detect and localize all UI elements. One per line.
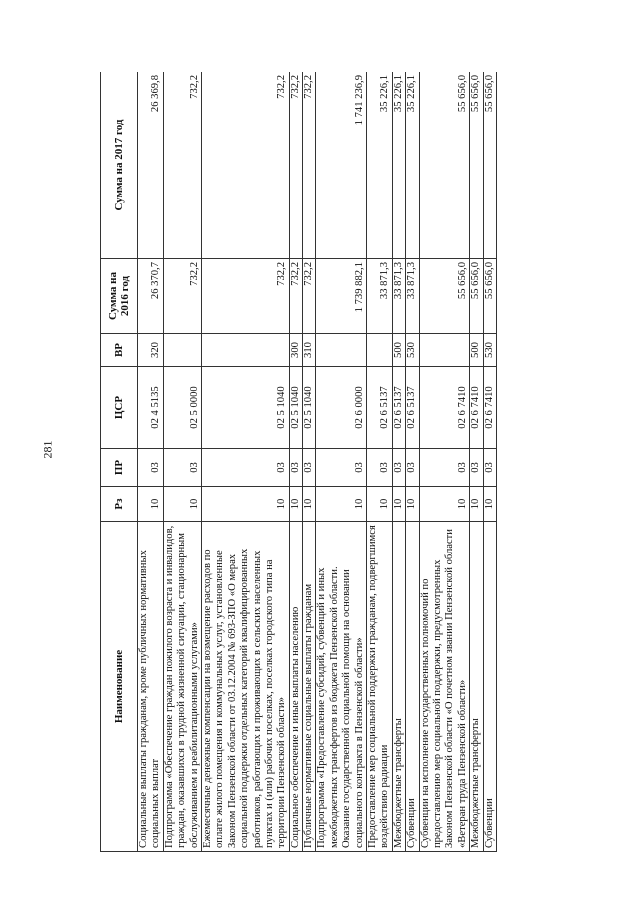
row-csr: 02 5 1040: [201, 367, 289, 449]
row-sum-2017: 732,2: [289, 72, 302, 259]
row-pr: 03: [367, 449, 393, 487]
row-sum-2016: 732,2: [303, 259, 316, 334]
header-csr: ЦСР: [101, 367, 138, 449]
row-rz: 10: [303, 487, 316, 522]
header-name: Наименование: [101, 522, 138, 852]
rotated-table-container: [100, 72, 546, 852]
row-sum-2016: 732,2: [289, 259, 302, 334]
table-row: [392, 72, 405, 852]
row-rz: 10: [138, 487, 164, 522]
row-name: Субвенции на исполнение государственных полномочий по предоставлению мер социальной поддержки, предусмотренных Законом Пензенской области «О почетном звании Пензенской области «Ветеран труда Пензенской области»: [419, 522, 470, 852]
row-rz: 10: [470, 487, 483, 522]
row-csr: 02 6 5137: [392, 367, 405, 449]
row-name: Социальные выплаты гражданам, кроме публичных нормативных социальных выплат: [138, 522, 164, 852]
row-sum-2017: 55 656,0: [483, 72, 496, 259]
row-sum-2017: 1 741 236,9: [316, 72, 367, 259]
row-sum-2017: 55 656,0: [470, 72, 483, 259]
row-csr: 02 5 0000: [163, 367, 201, 449]
row-vr: 530: [483, 334, 496, 367]
row-sum-2016: 55 656,0: [483, 259, 496, 334]
table-row: [303, 72, 316, 852]
row-name: Публичные нормативные социальные выплаты гражданам: [303, 522, 316, 852]
row-pr: 03: [303, 449, 316, 487]
row-sum-2016: 55 656,0: [470, 259, 483, 334]
row-name: Субвенции: [406, 522, 419, 852]
row-rz: 10: [201, 487, 289, 522]
row-rz: 10: [392, 487, 405, 522]
row-sum-2016: 33 871,3: [392, 259, 405, 334]
row-csr: 02 6 5137: [406, 367, 419, 449]
row-sum-2016: 732,2: [163, 259, 201, 334]
row-pr: 03: [419, 449, 470, 487]
row-sum-2016: 1 739 882,1: [316, 259, 367, 334]
row-rz: 10: [163, 487, 201, 522]
table-row: [201, 72, 289, 852]
row-rz: 10: [289, 487, 302, 522]
row-name: Предоставление мер социальной поддержки гражданам, подвергшимся воздействию радиации: [367, 522, 393, 852]
row-sum-2016: 732,2: [201, 259, 289, 334]
row-csr: 02 4 5135: [138, 367, 164, 449]
row-pr: 03: [201, 449, 289, 487]
row-vr: 310: [303, 334, 316, 367]
row-vr: [316, 334, 367, 367]
row-sum-2017: 35 226,1: [392, 72, 405, 259]
row-csr: 02 6 7410: [483, 367, 496, 449]
row-csr: 02 6 7410: [470, 367, 483, 449]
row-sum-2017: 732,2: [303, 72, 316, 259]
header-pr: ПР: [101, 449, 138, 487]
row-sum-2017: 732,2: [163, 72, 201, 259]
row-csr: 02 6 0000: [316, 367, 367, 449]
header-sum-2017: Сумма на 2017 год: [101, 72, 138, 259]
header-sum-2016: Сумма на 2016 год: [101, 259, 138, 334]
row-vr: 530: [406, 334, 419, 367]
row-name: Социальное обеспечение и иные выплаты населению: [289, 522, 302, 852]
row-vr: [163, 334, 201, 367]
row-pr: 03: [392, 449, 405, 487]
row-rz: 10: [419, 487, 470, 522]
table-header-row: [101, 72, 138, 852]
row-pr: 03: [406, 449, 419, 487]
row-vr: 320: [138, 334, 164, 367]
row-rz: 10: [316, 487, 367, 522]
table-row: [406, 72, 419, 852]
row-sum-2016: 33 871,3: [406, 259, 419, 334]
row-sum-2017: 26 369,8: [138, 72, 164, 259]
row-sum-2016: 26 370,7: [138, 259, 164, 334]
budget-table: [100, 72, 497, 852]
table-row: [367, 72, 393, 852]
row-sum-2016: 55 656,0: [419, 259, 470, 334]
row-vr: [367, 334, 393, 367]
table-row: [419, 72, 470, 852]
row-vr: [419, 334, 470, 367]
table-row: [163, 72, 201, 852]
header-vr: ВР: [101, 334, 138, 367]
row-pr: 03: [316, 449, 367, 487]
row-name: Подпрограмма «Обеспечение граждан пожилого возраста и инвалидов, граждан, оказавшихся в трудной жизненной ситуации, стационарным обслуживанием и реабилитационными услугами»: [163, 522, 201, 852]
header-rz: Рз: [101, 487, 138, 522]
row-rz: 10: [483, 487, 496, 522]
row-rz: 10: [367, 487, 393, 522]
row-pr: 03: [289, 449, 302, 487]
table-row: [316, 72, 367, 852]
row-pr: 03: [163, 449, 201, 487]
row-pr: 03: [483, 449, 496, 487]
row-name: Межбюджетные трансферты: [470, 522, 483, 852]
row-pr: 03: [470, 449, 483, 487]
row-vr: 500: [392, 334, 405, 367]
row-sum-2016: 33 871,3: [367, 259, 393, 334]
row-sum-2017: 55 656,0: [419, 72, 470, 259]
row-name: Подпрограмма «Предоставление субсидий, субвенций и иных межбюджетных трансфертов из бюджета Пензенской области. Оказание государственной социальной помощи на основании социального контракта в Пензенской области»: [316, 522, 367, 852]
row-csr: 02 5 1040: [289, 367, 302, 449]
page-number: 281: [40, 440, 55, 459]
row-vr: [201, 334, 289, 367]
row-csr: 02 5 1040: [303, 367, 316, 449]
row-sum-2017: 35 226,1: [406, 72, 419, 259]
table-frame: [100, 72, 546, 852]
table-row: [138, 72, 164, 852]
row-csr: 02 6 5137: [367, 367, 393, 449]
row-pr: 03: [138, 449, 164, 487]
row-name: Межбюджетные трансферты: [392, 522, 405, 852]
row-sum-2017: 732,2: [201, 72, 289, 259]
row-csr: 02 6 7410: [419, 367, 470, 449]
row-vr: 500: [470, 334, 483, 367]
table-row: [483, 72, 496, 852]
row-name: Субвенции: [483, 522, 496, 852]
row-sum-2017: 35 226,1: [367, 72, 393, 259]
row-rz: 10: [406, 487, 419, 522]
row-vr: 300: [289, 334, 302, 367]
table-row: [470, 72, 483, 852]
table-row: [289, 72, 302, 852]
row-name: Ежемесячные денежные компенсации на возмещение расходов по оплате жилого помещения и коммунальных услуг, установленные Законом Пензенской области от 03.12.2004 № 693-ЗПО «О мерах социальной поддержки отдельных категорий квалифицированных работников, работающих и проживающих в сельских населенных пунктах и (или) рабочих поселках, поселках городского типа на территории Пензенской области»: [201, 522, 289, 852]
